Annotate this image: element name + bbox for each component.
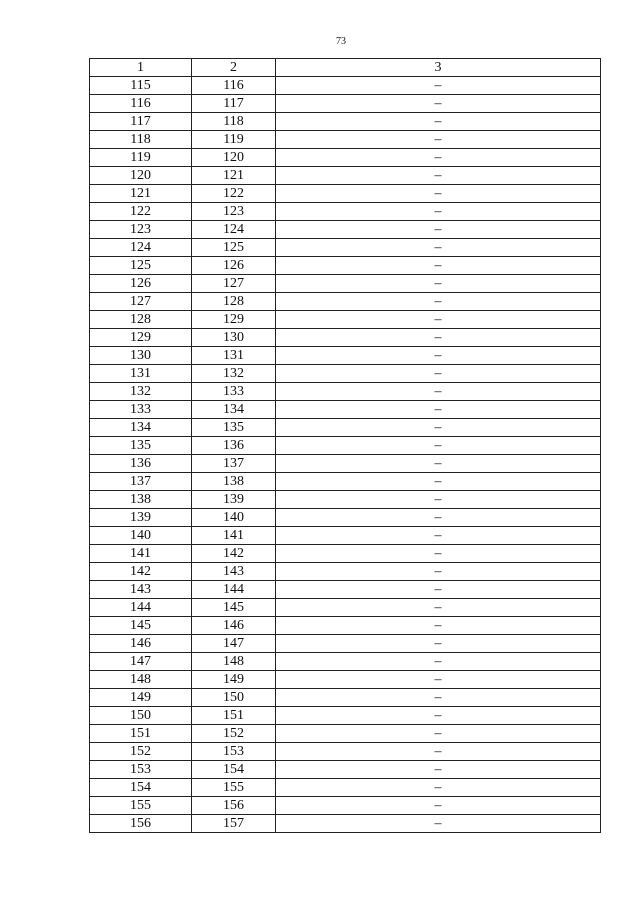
table-cell-col2: 153 [192,743,276,761]
table-cell-col3: – [276,203,601,221]
header-row [90,59,601,77]
table-cell-col2: 126 [192,257,276,275]
table-cell-col1: 129 [90,329,192,347]
table-cell-col3: – [276,311,601,329]
table-cell-col3: – [276,167,601,185]
table-cell-col1: 128 [90,311,192,329]
table-cell-col3: – [276,725,601,743]
table-row [90,599,601,617]
table-cell-col3: – [276,95,601,113]
table-cell-col3: – [276,743,601,761]
table-cell-col3: – [276,473,601,491]
table-row [90,239,601,257]
table-cell-col2: 117 [192,95,276,113]
table-cell-col1: 139 [90,509,192,527]
table-cell-col3: – [276,437,601,455]
table-cell-col2: 140 [192,509,276,527]
table-row [90,761,601,779]
table-row [90,347,601,365]
table-row [90,725,601,743]
table-cell-col2: 127 [192,275,276,293]
table-cell-col2: 129 [192,311,276,329]
table-row [90,455,601,473]
table-cell-col1: 125 [90,257,192,275]
table-cell-col1: 148 [90,671,192,689]
table-cell-col3: – [276,383,601,401]
table-cell-col3: – [276,599,601,617]
table-cell-col1: 137 [90,473,192,491]
table-cell-col3: – [276,329,601,347]
table-cell-col3: – [276,77,601,95]
table-cell-col1: 135 [90,437,192,455]
table-cell-col1: 149 [90,689,192,707]
table-row [90,419,601,437]
table-cell-col3: – [276,815,601,833]
table-cell-col1: 132 [90,383,192,401]
table-cell-col2: 135 [192,419,276,437]
table-cell-col1: 154 [90,779,192,797]
table-row [90,509,601,527]
table-cell-col1: 126 [90,275,192,293]
table-cell-col1: 150 [90,707,192,725]
table-cell-col2: 116 [192,77,276,95]
table-cell-col3: – [276,545,601,563]
table-cell-col2: 143 [192,563,276,581]
table-cell-col1: 143 [90,581,192,599]
table-cell-col2: 144 [192,581,276,599]
table-row [90,257,601,275]
table-row [90,815,601,833]
table-cell-col3: – [276,653,601,671]
table-cell-col3: – [276,671,601,689]
table-cell-col3: – [276,581,601,599]
table-cell-col3: – [276,509,601,527]
table-cell-col2: 151 [192,707,276,725]
table-row [90,473,601,491]
table-cell-col3: – [276,293,601,311]
table-cell-col1: 153 [90,761,192,779]
table-row [90,383,601,401]
table-row [90,95,601,113]
table-cell-col2: 124 [192,221,276,239]
table-cell-col2: 131 [192,347,276,365]
table-cell-col1: 133 [90,401,192,419]
table-body [90,77,601,833]
table-cell-col1: 119 [90,149,192,167]
table-cell-col1: 144 [90,599,192,617]
table-row [90,797,601,815]
table-cell-col2: 146 [192,617,276,635]
table-cell-col3: – [276,275,601,293]
table-row [90,113,601,131]
table-row [90,707,601,725]
page-number: 73 [336,36,346,47]
table-row [90,131,601,149]
table-cell-col3: – [276,563,601,581]
table-row [90,689,601,707]
data-table [89,58,601,833]
table-cell-col1: 151 [90,725,192,743]
table-header [90,59,601,77]
table-cell-col1: 120 [90,167,192,185]
table-row [90,311,601,329]
table-cell-col2: 128 [192,293,276,311]
table-cell-col3: – [276,221,601,239]
table-cell-col3: – [276,797,601,815]
table-row [90,221,601,239]
table-cell-col1: 146 [90,635,192,653]
table-cell-col2: 122 [192,185,276,203]
table-cell-col2: 125 [192,239,276,257]
table-cell-col2: 139 [192,491,276,509]
table-cell-col2: 142 [192,545,276,563]
table-row [90,149,601,167]
table-cell-col2: 118 [192,113,276,131]
table-cell-col1: 136 [90,455,192,473]
table-row [90,167,601,185]
table-cell-col1: 140 [90,527,192,545]
column-header-3: 3 [276,59,601,77]
table-cell-col2: 152 [192,725,276,743]
table-cell-col2: 119 [192,131,276,149]
table-cell-col3: – [276,347,601,365]
table-cell-col2: 150 [192,689,276,707]
column-header-2: 2 [192,59,276,77]
table-cell-col1: 124 [90,239,192,257]
table-cell-col2: 133 [192,383,276,401]
table-cell-col3: – [276,149,601,167]
table-row [90,185,601,203]
table-cell-col2: 157 [192,815,276,833]
table-row [90,671,601,689]
table-cell-col3: – [276,635,601,653]
table-cell-col2: 130 [192,329,276,347]
table-cell-col3: – [276,527,601,545]
table-cell-col2: 138 [192,473,276,491]
table-row [90,527,601,545]
table-cell-col3: – [276,239,601,257]
table-cell-col3: – [276,185,601,203]
table-cell-col1: 121 [90,185,192,203]
table-cell-col1: 115 [90,77,192,95]
table-cell-col1: 130 [90,347,192,365]
table-row [90,77,601,95]
table-cell-col2: 137 [192,455,276,473]
table-cell-col1: 155 [90,797,192,815]
table-cell-col2: 121 [192,167,276,185]
table-row [90,653,601,671]
table-cell-col3: – [276,617,601,635]
table-row [90,779,601,797]
table-cell-col1: 134 [90,419,192,437]
table-row [90,545,601,563]
table-cell-col3: – [276,779,601,797]
table-cell-col1: 145 [90,617,192,635]
table-row [90,617,601,635]
table-cell-col1: 122 [90,203,192,221]
table-cell-col2: 132 [192,365,276,383]
table-cell-col2: 141 [192,527,276,545]
table-cell-col1: 116 [90,95,192,113]
table-cell-col2: 123 [192,203,276,221]
table-cell-col3: – [276,419,601,437]
table-cell-col3: – [276,401,601,419]
table-cell-col3: – [276,761,601,779]
table-cell-col3: – [276,689,601,707]
table-row [90,329,601,347]
table-row [90,365,601,383]
table-row [90,491,601,509]
table-cell-col1: 142 [90,563,192,581]
table-row [90,401,601,419]
table-cell-col2: 134 [192,401,276,419]
table-cell-col1: 141 [90,545,192,563]
table-cell-col3: – [276,131,601,149]
table-row [90,581,601,599]
table-cell-col1: 118 [90,131,192,149]
table-row [90,563,601,581]
table-row [90,743,601,761]
table-row [90,635,601,653]
table-cell-col3: – [276,113,601,131]
table-cell-col2: 120 [192,149,276,167]
table-row [90,437,601,455]
table-cell-col1: 156 [90,815,192,833]
table-cell-col3: – [276,491,601,509]
table-cell-col2: 154 [192,761,276,779]
table-cell-col1: 127 [90,293,192,311]
table-row [90,203,601,221]
table-cell-col1: 138 [90,491,192,509]
table-cell-col1: 117 [90,113,192,131]
table-cell-col1: 147 [90,653,192,671]
table-cell-col1: 152 [90,743,192,761]
table-cell-col1: 123 [90,221,192,239]
table-cell-col3: – [276,455,601,473]
table-cell-col2: 136 [192,437,276,455]
table-cell-col2: 156 [192,797,276,815]
table-row [90,275,601,293]
table-cell-col2: 147 [192,635,276,653]
table-cell-col2: 148 [192,653,276,671]
table-cell-col3: – [276,707,601,725]
table-cell-col2: 145 [192,599,276,617]
table-cell-col2: 149 [192,671,276,689]
table-cell-col3: – [276,365,601,383]
table-cell-col3: – [276,257,601,275]
table-cell-col1: 131 [90,365,192,383]
column-header-1: 1 [90,59,192,77]
table-cell-col2: 155 [192,779,276,797]
table-row [90,293,601,311]
